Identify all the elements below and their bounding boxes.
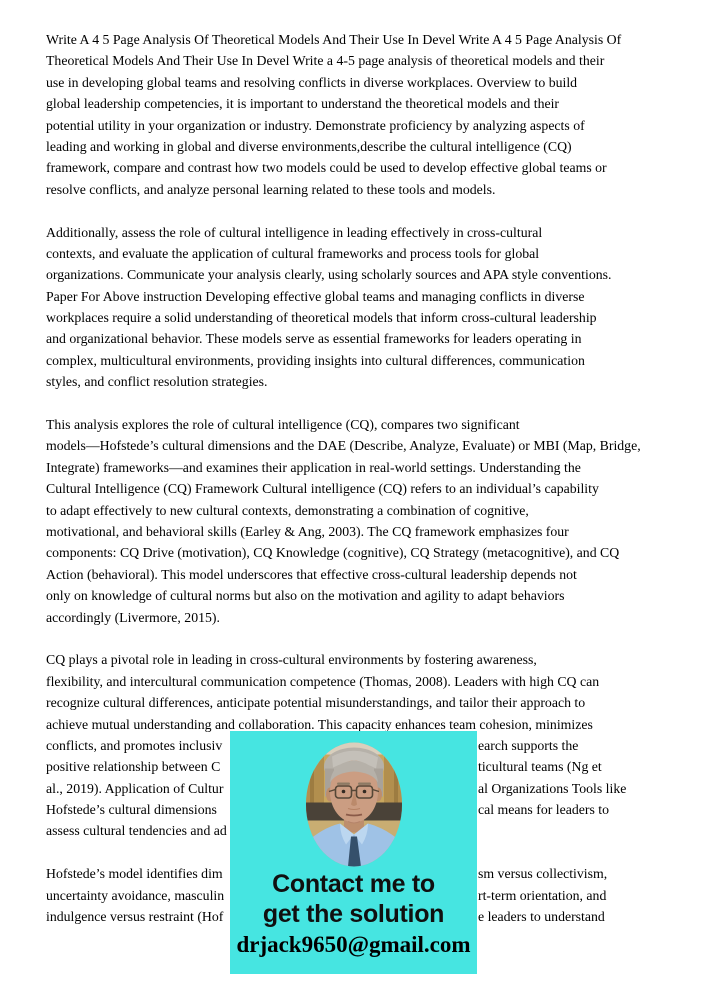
text-fragment-right: ticultural teams (Ng et bbox=[478, 759, 602, 775]
text-line: global leadership competencies, it is important to understand the theoretical models and their bbox=[46, 96, 560, 112]
text-line: potential utility in your organization or industry. Demonstrate proficiency by analyzing aspects of bbox=[46, 117, 585, 133]
text-line: flexibility, and intercultural communication competence (Thomas, 2008). Leaders with high CQ can bbox=[46, 673, 600, 689]
text-line: resolve conflicts, and analyze personal learning related to these tools and models. bbox=[46, 181, 496, 197]
man-portrait-photo bbox=[306, 742, 402, 867]
text-fragment-left: uncertainty avoidance, masculin bbox=[46, 887, 225, 903]
text-line: CQ plays a pivotal role in leading in cross-cultural environments by fostering awareness, bbox=[46, 652, 537, 668]
paragraph bbox=[46, 414, 676, 628]
contact-email: drjack9650@gmail.com bbox=[236, 932, 471, 957]
text-fragment-right: cal means for leaders to bbox=[478, 802, 610, 818]
text-line: achieve mutual understanding and collaboration. This capacity enhances team cohesion, minimizes bbox=[46, 716, 593, 732]
text-line: workplaces require a solid understanding of theoretical models that inform cross-cultural leadership bbox=[46, 310, 597, 326]
text-line: contexts, and evaluate the application of cultural frameworks and process tools for global bbox=[46, 245, 540, 261]
text-line: styles, and conflict resolution strategies. bbox=[46, 374, 268, 390]
text-line: Action (behavioral). This model underscores that effective cross-cultural leadership depends not bbox=[46, 566, 577, 582]
text-fragment-left: conflicts, and promotes inclusiv bbox=[46, 737, 223, 753]
text-fragment-right: earch supports the bbox=[478, 737, 579, 753]
text-line: framework, compare and contrast how two models could be used to develop effective global teams or bbox=[46, 160, 607, 176]
text-fragment-right: al Organizations Tools like bbox=[478, 780, 627, 796]
text-line: only on knowledge of cultural norms but also on the motivation and agility to adapt behaviors bbox=[46, 588, 565, 604]
text-fragment-right: rt-term orientation, and bbox=[478, 887, 607, 903]
text-line: Additionally, assess the role of cultural intelligence in leading effectively in cross-cultural bbox=[46, 224, 543, 240]
text-line: complex, multicultural environments, providing insights into cultural differences, communication bbox=[46, 352, 585, 368]
text-line: Integrate) frameworks—and examines their application in real-world settings. Understanding the bbox=[46, 459, 581, 475]
text-line: components: CQ Drive (motivation), CQ Knowledge (cognitive), CQ Strategy (metacognitive), and CQ bbox=[46, 545, 620, 561]
contact-headline bbox=[263, 869, 444, 929]
text-line: Cultural Intelligence (CQ) Framework Cultural intelligence (CQ) refers to an individual’s capability bbox=[46, 481, 599, 497]
text-line: organizations. Communicate your analysis clearly, using scholarly sources and APA style conventions. bbox=[46, 267, 612, 283]
text-line: Write A 4 5 Page Analysis Of Theoretical Models And Their Use In Devel Write A 4 5 Page Analysis Of bbox=[46, 32, 622, 47]
text-fragment-left: Hofstede’s model identifies dim bbox=[46, 866, 223, 882]
text-line: use in developing global teams and resolving conflicts in diverse workplaces. Overview to build bbox=[46, 74, 578, 90]
contact-headline-line1: Contact me to bbox=[272, 870, 435, 898]
text-line: to adapt effectively to new cultural contexts, demonstrating a combination of cognitive, bbox=[46, 502, 529, 518]
text-line: Theoretical Models And Their Use In Devel Write a 4-5 page analysis of theoretical models and their bbox=[46, 53, 605, 69]
text-line: recognize cultural differences, anticipate potential misunderstandings, and tailor their approach to bbox=[46, 695, 586, 711]
text-line: leading and working in global and diverse environments,describe the cultural intelligence (CQ) bbox=[46, 138, 572, 154]
text-fragment-left: al., 2019). Application of Cultur bbox=[46, 780, 224, 796]
text-line: This analysis explores the role of cultural intelligence (CQ), compares two significant bbox=[46, 417, 520, 433]
text-line: models—Hofstede’s cultural dimensions and the DAE (Describe, Analyze, Evaluate) or MBI (Map, Bridge, bbox=[46, 438, 641, 454]
text-fragment-left: positive relationship between C bbox=[46, 759, 221, 775]
contact-headline-line2: get the solution bbox=[262, 900, 445, 928]
text-line: Paper For Above instruction Developing effective global teams and managing conflicts in diverse bbox=[46, 288, 585, 304]
paragraph bbox=[46, 29, 676, 200]
text-fragment-right: sm versus collectivism, bbox=[478, 866, 608, 882]
text-line: accordingly (Livermore, 2015). bbox=[46, 609, 220, 625]
text-fragment-right: e leaders to understand bbox=[478, 909, 605, 925]
text-fragment-left: indulgence versus restraint (Hof bbox=[46, 909, 224, 925]
contact-overlay-card bbox=[230, 731, 477, 974]
text-line: motivational, and behavioral skills (Earley & Ang, 2003). The CQ framework emphasizes four bbox=[46, 523, 569, 539]
text-line: and organizational behavior. These models serve as essential frameworks for leaders operating in bbox=[46, 331, 582, 347]
text-fragment-left: Hofstede’s cultural dimensions bbox=[46, 802, 217, 818]
paragraph bbox=[46, 222, 676, 393]
text-fragment-left: assess cultural tendencies and ad bbox=[46, 823, 227, 839]
